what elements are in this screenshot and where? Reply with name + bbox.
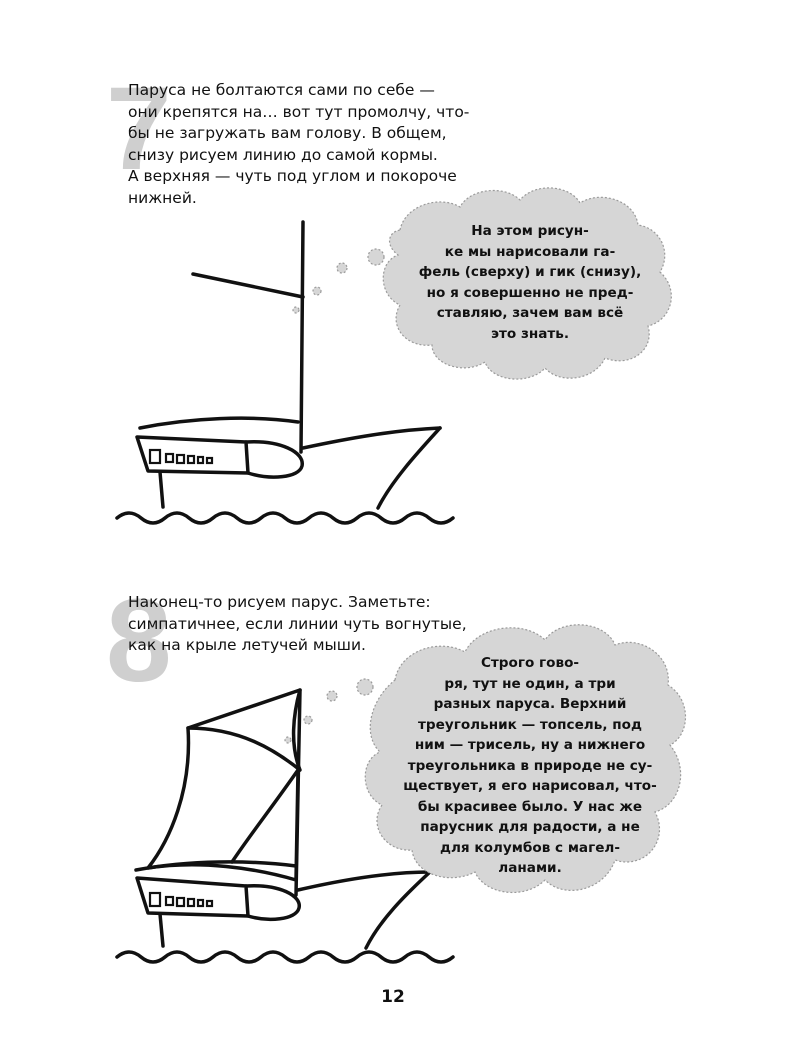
waves: [117, 513, 453, 523]
text-line: Паруса не болтаются сами по себе —: [128, 81, 435, 99]
text-line: как на крыле летучей мыши.: [128, 636, 366, 654]
bubble-line: ке мы нарисовали га-: [444, 243, 616, 260]
text-line: А верхняя — чуть под углом и покороче: [128, 167, 457, 185]
text-line: снизу рисуем линию до самой кормы.: [128, 145, 438, 164]
window: [198, 900, 203, 906]
text-line: Наконец-то рисуем парус. Заметьте:: [128, 593, 431, 611]
thought-dot: [368, 249, 384, 265]
bubble-line: парусник для радости, а не: [420, 819, 640, 835]
window: [188, 456, 194, 463]
waves: [117, 952, 453, 962]
bubble-line: На этом рисун-: [471, 223, 589, 239]
thought-dot: [293, 307, 299, 313]
hull-back: [160, 914, 163, 946]
thought-dot: [357, 679, 373, 695]
mast: [301, 222, 303, 452]
bubble-line: фель (сверху) и гик (снизу),: [418, 264, 642, 280]
thought-dot: [285, 737, 291, 743]
boom: [303, 428, 440, 448]
thought-dot: [337, 263, 347, 273]
bubble-text-step8: [380, 653, 680, 879]
gaff: [193, 274, 303, 297]
window: [166, 454, 173, 462]
text-line: они крепятся на… вот тут промолчу, что-: [128, 102, 470, 121]
thought-dot: [313, 287, 321, 295]
hull-bow: [366, 872, 430, 948]
thought-dot: [327, 691, 337, 701]
hull-bow: [378, 428, 440, 508]
hull-back: [160, 472, 163, 507]
text-line: нижней.: [128, 188, 197, 207]
window: [150, 893, 160, 906]
lower-sail: [232, 770, 298, 862]
bubble-line: Строго гово-: [480, 655, 580, 671]
step-number-7: 7: [106, 63, 172, 195]
bubble-line: ставляю, зачем вам всё: [436, 305, 624, 321]
window: [207, 901, 212, 906]
window: [198, 457, 203, 463]
bubble-line: ланами.: [498, 860, 562, 876]
bubble-line: треугольника в природе не су-: [407, 757, 653, 774]
bubble-line: для колумбов с магел-: [439, 839, 621, 856]
bubble-line: ществует, я его нарисовал, что-: [403, 778, 657, 794]
stern-box: [137, 878, 248, 916]
window: [177, 455, 184, 463]
window: [166, 897, 173, 905]
thought-dot: [304, 716, 312, 724]
bubble-line: ним — трисель, ну а нижнего: [414, 737, 646, 753]
step-number-8: 8: [106, 575, 172, 707]
text-line: симпатичнее, если линии чуть вогнутые,: [128, 614, 467, 633]
bubble-line: бы красивее было. У нас же: [417, 798, 643, 815]
topsail: [188, 690, 300, 770]
bubble-line: но я совершенно не пред-: [426, 284, 634, 301]
stern-rounded: [246, 442, 302, 477]
window: [207, 458, 212, 463]
bubble-text-step7: [390, 221, 670, 344]
bubble-line: разных паруса. Верхний: [433, 696, 627, 712]
text-line: бы не загружать вам голову. В общем,: [128, 124, 447, 142]
deck-line: [140, 418, 298, 428]
bubble-line: это знать.: [490, 325, 570, 342]
bubble-line: ря, тут не один, а три: [444, 675, 616, 692]
window: [150, 450, 160, 463]
bubble-line: треугольник — топсель, под: [418, 716, 642, 733]
window: [188, 899, 194, 906]
window: [177, 898, 184, 906]
page-number: 12: [381, 987, 405, 1007]
stern-rounded: [246, 886, 299, 919]
